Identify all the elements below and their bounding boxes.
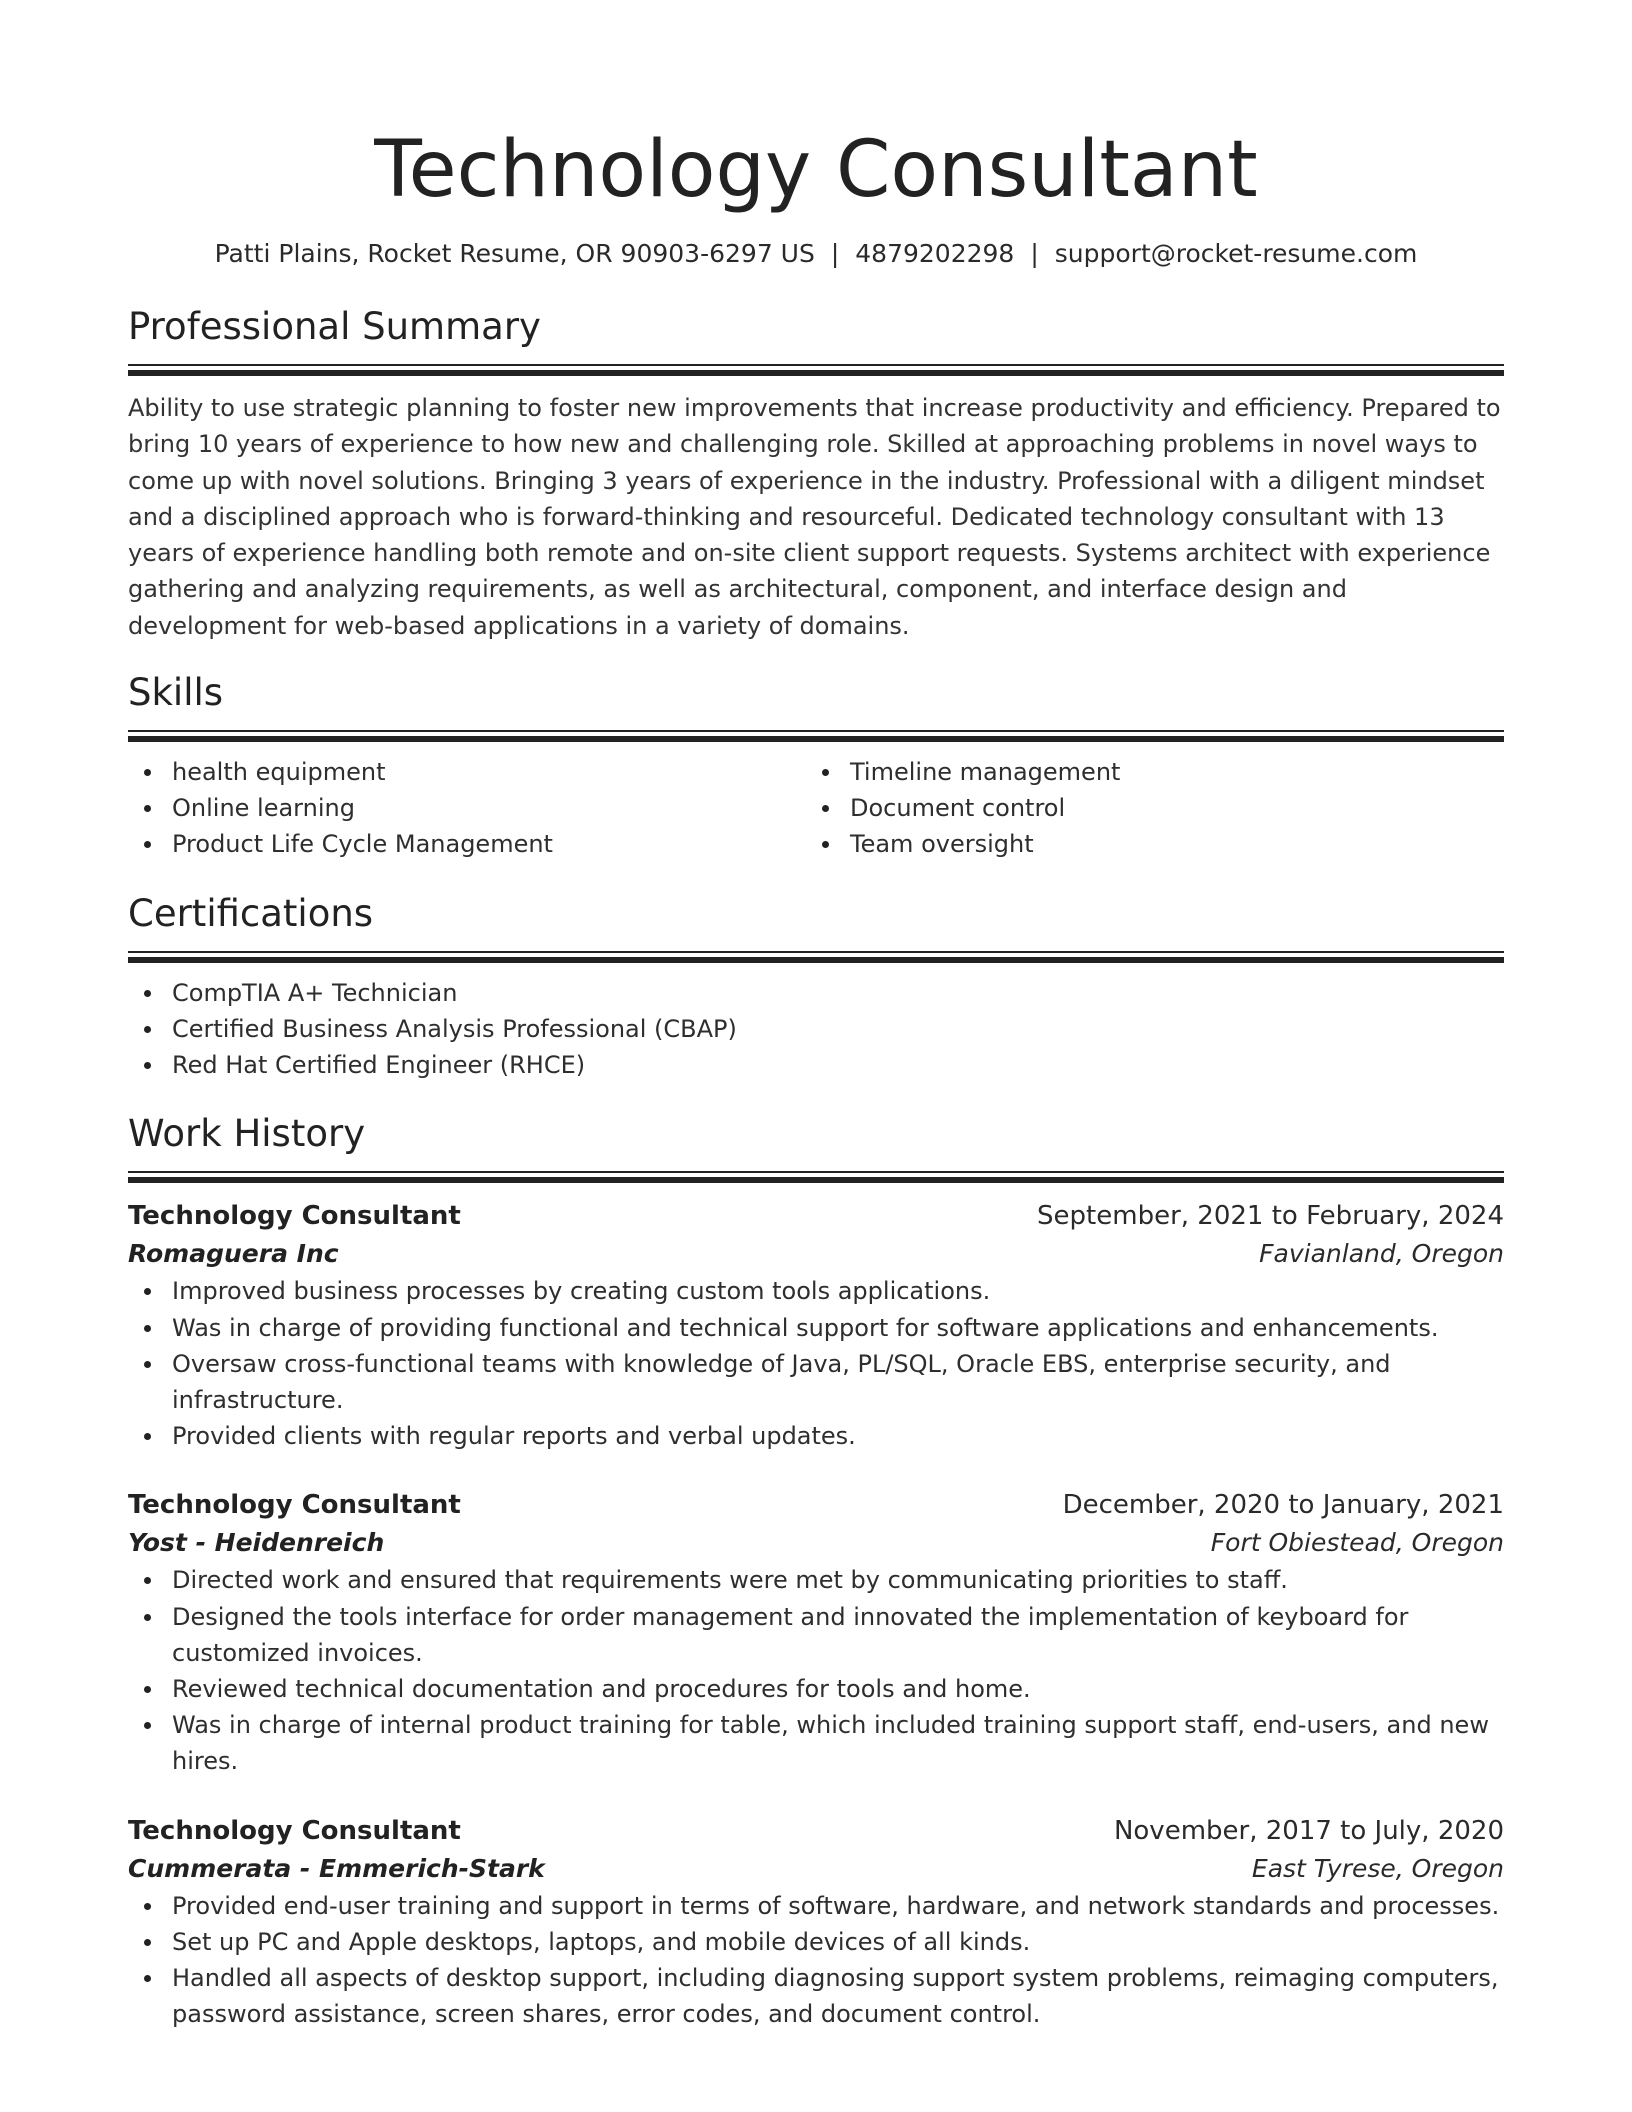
skill-item: Document control [850, 790, 1484, 826]
job-duty: Set up PC and Apple desktops, laptops, and mobile devices of all kinds. [172, 1924, 1504, 1960]
section-divider [128, 364, 1504, 376]
summary-text: Ability to use strategic planning to foster new improvements that increase productivity and efficiency. Prepared to bring 10 years of experience to how new and challenging role. Skilled at approaching problems in novel ways to come up with novel solutions. Bringing 3 years of experience in the industry. Professional with a diligent mindset and a disciplined approach who is forward-thinking and resourceful. Dedicated technology consultant with 13 years of experience handling both remote and on-site client support requests. Systems architect with experience gathering and analyzing requirements, as well as architectural, component, and interface design and development for web-based applications in a variety of domains. [128, 394, 1501, 640]
skill-item: health equipment [172, 754, 806, 790]
job-location: Fort Obiestead, Oregon [1210, 1528, 1504, 1558]
contact-phone: 4879202298 [855, 239, 1015, 268]
certifications-section [128, 891, 1504, 1084]
job-dates: September, 2021 to February, 2024 [1037, 1201, 1504, 1232]
job-duty: Was in charge of internal product training for table, which included training support staff, end-users, and new hires. [172, 1707, 1504, 1779]
skill-item: Online learning [172, 790, 806, 826]
summary-heading: Professional Summary [128, 305, 541, 348]
certification-item: CompTIA A+ Technician [172, 975, 1504, 1011]
work-history-heading: Work History [128, 1112, 366, 1156]
skill-item: Timeline management [850, 754, 1484, 790]
contact-separator: | [1030, 239, 1039, 268]
skills-list-right [806, 754, 1484, 863]
job-title: Technology Consultant [128, 1815, 461, 1846]
job-title: Technology Consultant [128, 1490, 461, 1521]
job-subheader [128, 1524, 1504, 1562]
skills-heading: Skills [128, 671, 224, 715]
certification-item: Red Hat Certified Engineer (RHCE) [172, 1047, 1504, 1083]
contact-address: Patti Plains, Rocket Resume, OR 90903-6297 US [214, 239, 815, 268]
job-company: Cummerata - Emmerich-Stark [128, 1853, 545, 1883]
skills-section [128, 670, 1504, 863]
job-entry [128, 1197, 1504, 1454]
job-subheader [128, 1235, 1504, 1273]
job-entry [128, 1486, 1504, 1779]
job-duty: Directed work and ensured that requirements were met by communicating priorities to staff. [172, 1562, 1504, 1598]
job-location: East Tyrese, Oregon [1251, 1853, 1504, 1883]
job-duty: Designed the tools interface for order management and innovated the implementation of keyboard for customized invoices. [172, 1599, 1504, 1671]
skills-column-right [806, 754, 1484, 863]
skills-list-left [128, 754, 806, 863]
section-divider [128, 1171, 1504, 1183]
job-duty: Provided clients with regular reports and verbal updates. [172, 1418, 1504, 1454]
job-header [128, 1812, 1504, 1850]
resume-page [128, 0, 1504, 2032]
job-subheader [128, 1850, 1504, 1888]
certifications-list [128, 975, 1504, 1084]
job-duty: Was in charge of providing functional and technical support for software applications and enhancements. [172, 1310, 1504, 1346]
job-duties-list [128, 1273, 1504, 1454]
work-history-section [128, 1111, 1504, 2032]
job-duties-list [128, 1562, 1504, 1779]
certification-item: Certified Business Analysis Professional (CBAP) [172, 1011, 1504, 1047]
resume-title: Technology Consultant [374, 125, 1258, 215]
job-header [128, 1486, 1504, 1524]
contact-email[interactable]: support@rocket-resume.com [1054, 239, 1418, 268]
job-duty: Handled all aspects of desktop support, including diagnosing support system problems, reimaging computers, password assistance, screen shares, error codes, and document control. [172, 1960, 1504, 2032]
section-divider [128, 951, 1504, 963]
certifications-heading: Certifications [128, 891, 374, 935]
section-divider [128, 730, 1504, 742]
job-duties-list [128, 1888, 1504, 2033]
skill-item: Team oversight [850, 826, 1484, 862]
skills-column-left [128, 754, 806, 863]
job-location: Favianland, Oregon [1259, 1239, 1504, 1269]
job-entry [128, 1812, 1504, 2033]
job-company: Yost - Heidenreich [128, 1528, 385, 1558]
contact-line [128, 238, 1504, 270]
job-dates: November, 2017 to July, 2020 [1113, 1815, 1504, 1846]
job-title: Technology Consultant [128, 1201, 461, 1232]
summary-section [128, 304, 1504, 644]
job-dates: December, 2020 to January, 2021 [1062, 1490, 1504, 1521]
job-header [128, 1197, 1504, 1235]
contact-separator: | [830, 239, 840, 268]
skills-grid [128, 754, 1504, 863]
job-duty: Provided end-user training and support in terms of software, hardware, and network standards and processes. [172, 1888, 1504, 1924]
job-duty: Oversaw cross-functional teams with knowledge of Java, PL/SQL, Oracle EBS, enterprise security, and infrastructure. [172, 1346, 1504, 1418]
job-duty: Improved business processes by creating custom tools applications. [172, 1273, 1504, 1309]
job-duty: Reviewed technical documentation and procedures for tools and home. [172, 1671, 1504, 1707]
job-company: Romaguera Inc [128, 1239, 339, 1269]
skill-item: Product Life Cycle Management [172, 826, 806, 862]
